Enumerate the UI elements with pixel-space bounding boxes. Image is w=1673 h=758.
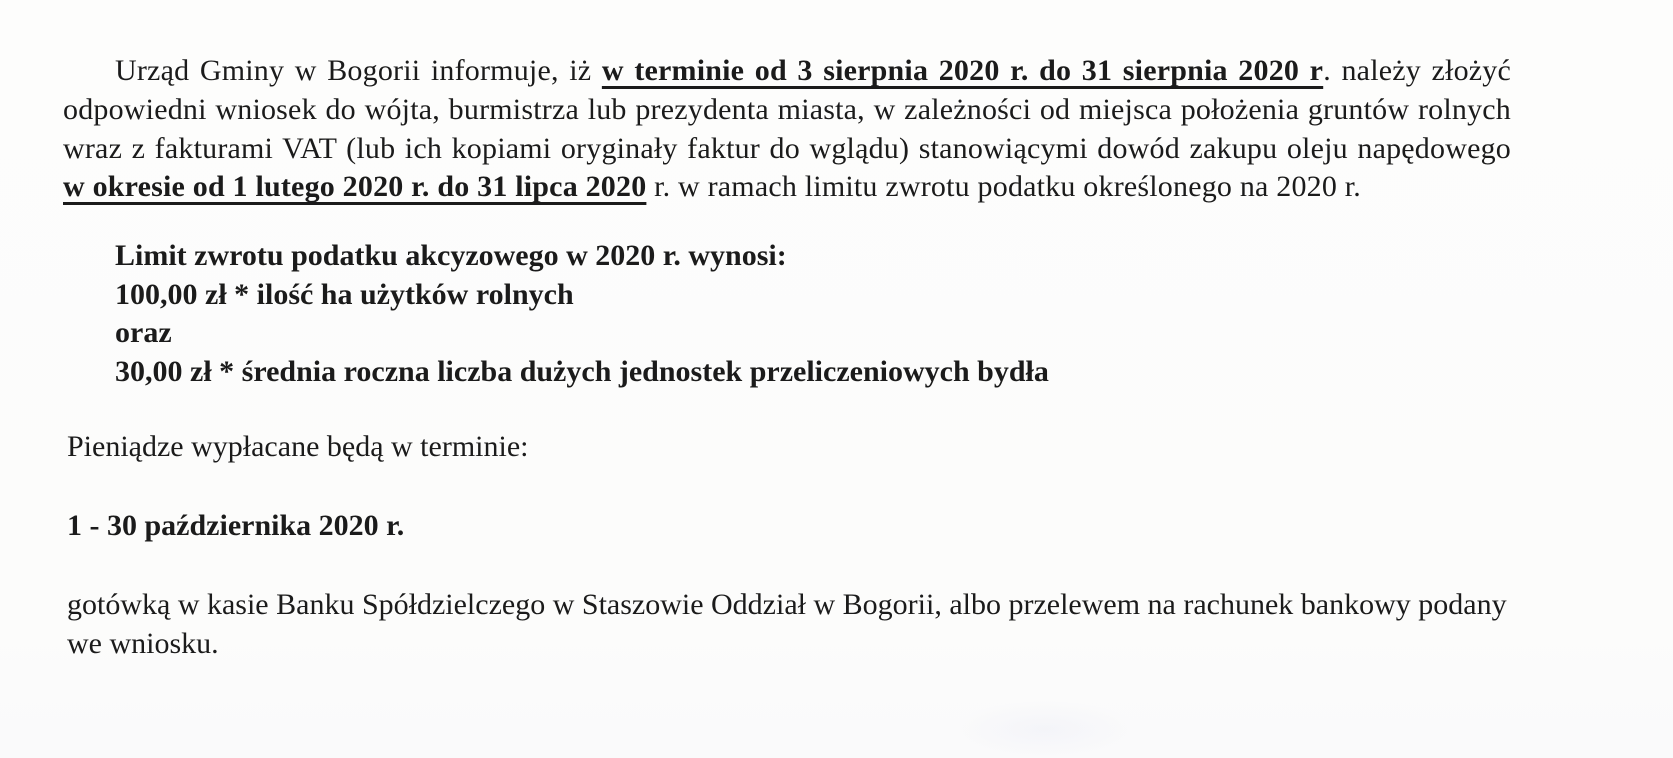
submission-period-emphasis: w terminie od 3 sierpnia 2020 r. do 31 sierpnia 2020 r: [601, 54, 1324, 87]
limit-heading: Limit zwrotu podatku akcyzowego w 2020 r. wynosi:: [115, 239, 787, 273]
payout-intro-line: Pieniądze wypłacane będą w terminie:: [67, 430, 529, 464]
purchase-period-emphasis: w okresie od 1 lutego 2020 r. do 31 lipca 2020: [63, 170, 647, 204]
payout-method-paragraph: gotówką w kasie Banku Spółdzielczego w Staszowie Oddział w Bogorii, albo przelewem na rachunek bankowy podany we wniosku.: [67, 588, 1507, 661]
scan-noise-artifact: [950, 700, 1140, 758]
intro-run-3: r. w ramach limitu zwrotu podatku określonego na 2020 r.: [646, 170, 1361, 204]
limit-line-area-rate: 100,00 zł * ilość ha użytków rolnych: [115, 277, 574, 311]
payout-date-line: 1 - 30 października 2020 r.: [67, 509, 405, 543]
limit-line-cattle-rate: 30,00 zł * średnia roczna liczba dużych jednostek przeliczeniowych bydła: [115, 354, 1049, 388]
limit-line-conjunction: oraz: [115, 316, 172, 350]
intro-paragraph: [63, 52, 1511, 207]
intro-run-1: Urząd Gminy w Bogorii informuje, iż: [115, 54, 602, 87]
limit-block: [115, 237, 1511, 391]
intro-run-2: . należy złożyć odpowiedni wniosek do wójta, burmistrza lub prezydenta miasta, w zależności od miejsca położenia gruntów rolnych wraz z fakturami VAT (lub ich kopiami oryginały faktur do wglądu) stanowiącymi dowód zakupu oleju napędowego: [63, 54, 1512, 165]
